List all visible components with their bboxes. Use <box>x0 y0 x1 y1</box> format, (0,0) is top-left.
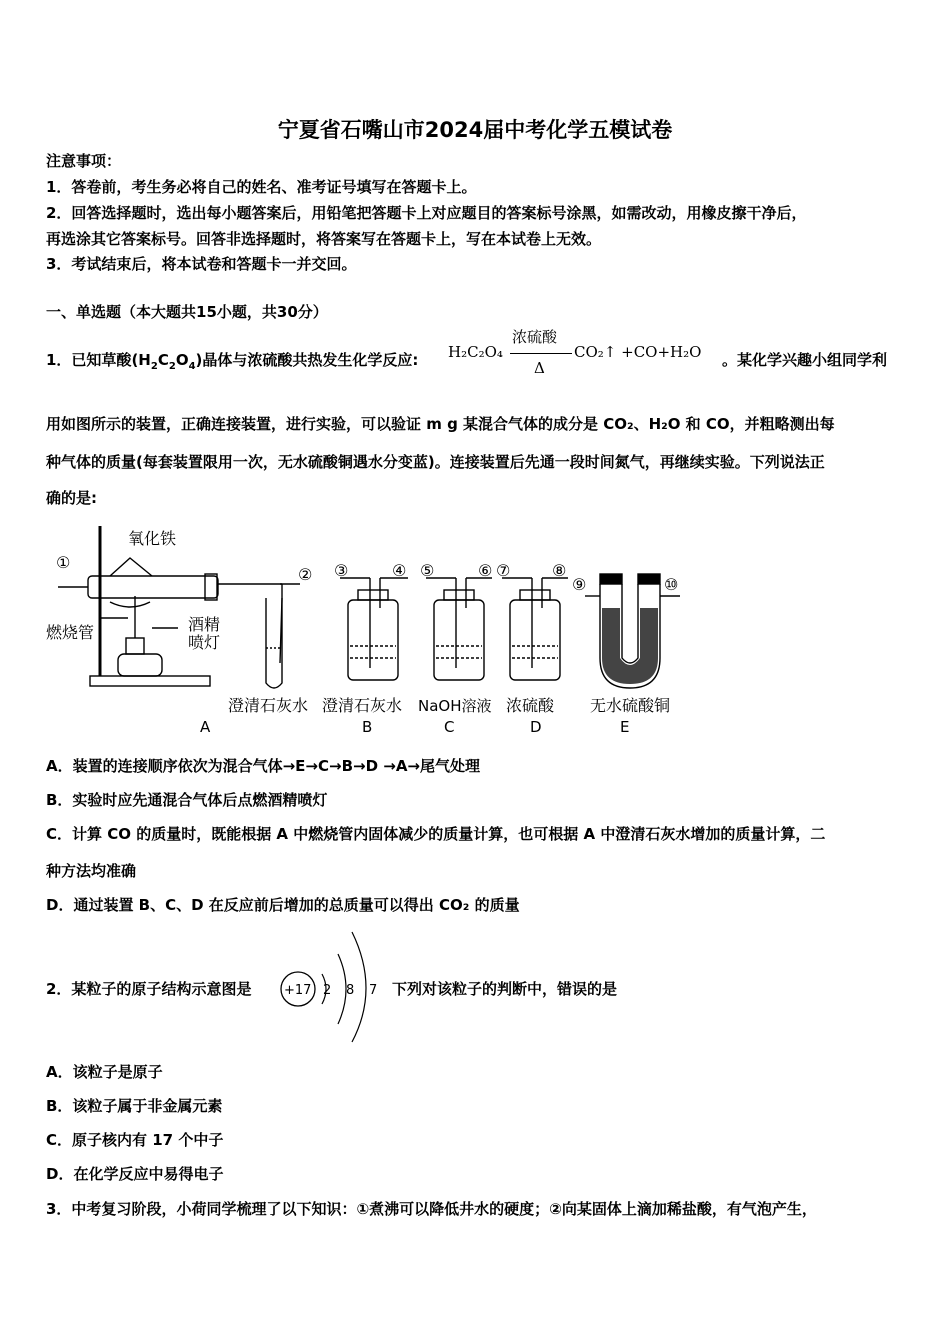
q2-option-b: B．该粒子属于非金属元素 <box>46 1097 223 1115</box>
shell-electrons-3: 7 <box>369 983 378 998</box>
label-combustion-tube: 燃烧管 <box>46 623 95 642</box>
nucleus-charge: +17 <box>284 983 312 998</box>
q2-tail: 下列对该粒子的判断中，错误的是 <box>392 980 618 998</box>
eq-arrow-line <box>510 353 572 354</box>
q1-line4: 确的是: <box>46 489 97 507</box>
eq-condition-bottom: Δ <box>534 359 545 377</box>
atom-structure-diagram <box>276 928 386 1046</box>
q2-option-a: A．该粒子是原子 <box>46 1063 163 1081</box>
port-5: ⑤ <box>420 561 435 580</box>
q3-line1: 3．中考复习阶段，小荷同学梳理了以下知识：①煮沸可以降低井水的硬度；②向某固体上滴加稀盐酸，有气泡产生， <box>46 1200 817 1218</box>
q1-line3: 种气体的质量(每套装置限用一次，无水硫酸铜遇水分变蓝)。连接装置后先通一段时间氮气，再继续实验。下列说法正 <box>46 453 825 471</box>
q1-line2: 用如图所示的装置，正确连接装置，进行实验，可以验证 m g 某混合气体的成分是 CO₂、H₂O 和 CO，并粗略测出每 <box>46 415 835 433</box>
q1-option-c-1: C．计算 CO 的质量时，既能根据 A 中燃烧管内固体减少的质量计算，也可根据 A 中澄清石灰水增加的质量计算，二 <box>46 825 826 843</box>
q2-lead: 2．某粒子的原子结构示意图是 <box>46 980 252 998</box>
reagent-c: NaOH溶液 <box>418 697 492 715</box>
label-lamp-2: 喷灯 <box>188 633 221 652</box>
q2-option-d: D．在化学反应中易得电子 <box>46 1165 224 1183</box>
q1-option-c-2: 种方法均准确 <box>46 862 137 880</box>
label-lamp-1: 酒精 <box>188 615 221 634</box>
port-3: ③ <box>334 561 349 580</box>
shell-arc-2 <box>338 954 346 1024</box>
port-7: ⑦ <box>496 561 511 580</box>
notice-item-2b: 再选涂其它答案标号。回答非选择题时，将答案写在答题卡上，写在本试卷上无效。 <box>46 230 602 248</box>
q1-option-b: B．实验时应先通混合气体后点燃酒精喷灯 <box>46 791 328 809</box>
bottle-b <box>340 578 408 680</box>
letter-b: B <box>362 718 373 736</box>
port-4: ④ <box>392 561 407 580</box>
q1-option-d: D．通过装置 B、C、D 在反应前后增加的总质量可以得出 CO₂ 的质量 <box>46 896 520 914</box>
notice-item-3: 3．考试结束后，将本试卷和答题卡一并交回。 <box>46 255 357 273</box>
reaction-equation <box>448 326 730 382</box>
port-2: ② <box>298 565 313 584</box>
eq-products: CO₂↑ +CO+H₂O <box>574 343 702 361</box>
q1-option-a: A．装置的连接顺序依次为混合气体→E→C→B→D →A→尾气处理 <box>46 757 480 775</box>
reagent-a: 澄清石灰水 <box>228 696 309 715</box>
notice-item-2a: 2．回答选择题时，选出每小题答案后，用铅笔把答题卡上对应题目的答案标号涂黑，如需改动，用橡皮擦干净后， <box>46 204 807 222</box>
apparatus-figure <box>40 518 700 736</box>
reagent-b: 澄清石灰水 <box>322 696 403 715</box>
reagent-d: 浓硫酸 <box>506 696 555 715</box>
q1-lead: 1．已知草酸$(H_2C_2O_4)$晶体与浓硫酸共热发生化学反应: <box>46 351 419 372</box>
letter-c: C <box>444 718 455 736</box>
letter-a: A <box>200 718 211 736</box>
port-10: ⑩ <box>664 575 679 594</box>
bottle-c <box>426 578 492 680</box>
letter-e: E <box>620 718 630 736</box>
notice-item-1: 1．答卷前，考生务必将自己的姓名、准考证号填写在答题卡上。 <box>46 178 477 196</box>
port-1: ① <box>56 553 71 572</box>
page-title: 宁夏省石嘴山市2024届中考化学五模试卷 <box>277 118 673 142</box>
shell-electrons-2: 8 <box>346 983 355 998</box>
port-6: ⑥ <box>478 561 493 580</box>
test-tube-a <box>240 584 300 688</box>
label-iron-oxide: 氧化铁 <box>128 529 177 548</box>
section-heading: 一、单选题（本大题共15小题，共30分） <box>46 303 328 321</box>
eq-condition-top: 浓硫酸 <box>512 328 558 346</box>
q2-option-c: C．原子核内有 17 个中子 <box>46 1131 224 1149</box>
port-8: ⑧ <box>552 561 567 580</box>
reagent-e: 无水硫酸铜 <box>590 696 671 715</box>
q1-tail: 。某化学兴趣小组同学利 <box>722 351 888 369</box>
bottle-d <box>502 578 568 680</box>
shell-electrons-1: 2 <box>323 983 332 998</box>
eq-reactant: H₂C₂O₄ <box>448 343 503 361</box>
port-9: ⑨ <box>572 575 587 594</box>
letter-d: D <box>530 718 542 736</box>
notice-heading: 注意事项： <box>46 152 122 170</box>
apparatus-a <box>58 526 240 686</box>
